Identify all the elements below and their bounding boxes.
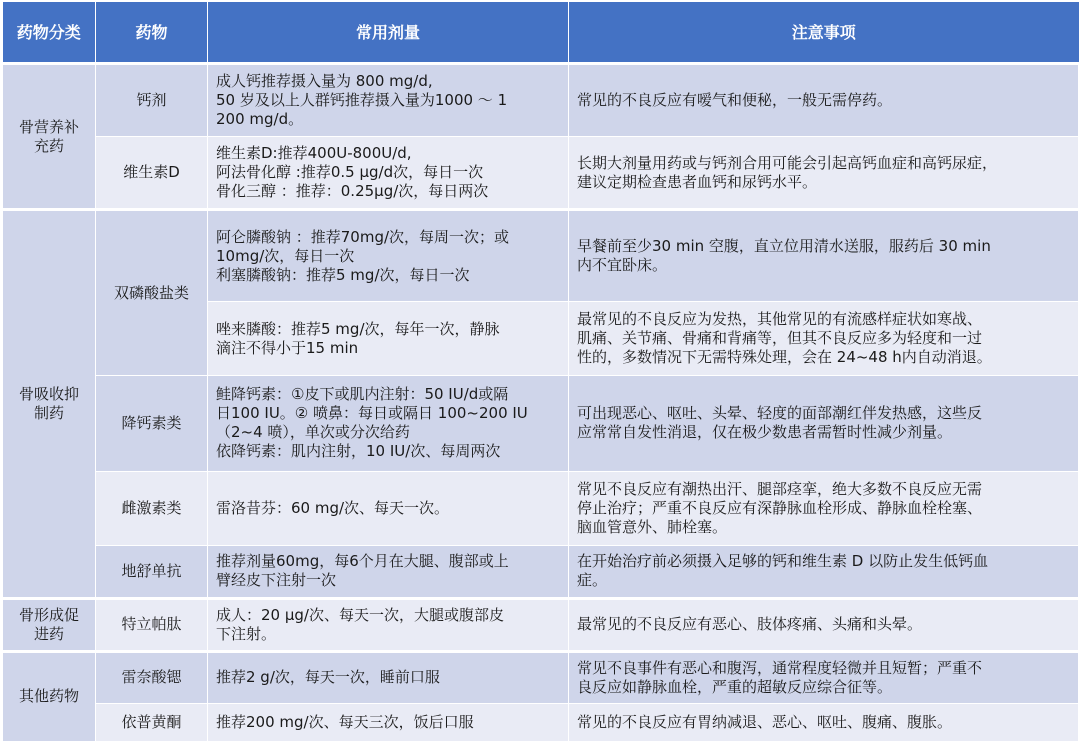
notes-cell: 早餐前至少30 min 空腹，直立位用清水送服，服药后 30 min 内不宜卧床。 [569, 210, 1079, 302]
dosage-cell: 推荐2 g/次，每天一次，睡前口服 [208, 651, 569, 703]
header-notes: 注意事项 [569, 2, 1079, 64]
table-row [3, 651, 1079, 703]
dosage-cell: 维生素D:推荐400U-800U/d, 阿法骨化醇 :推荐0.5 μg/d次，每日一次 骨化三醇 ：推荐：0.25μg/次，每日两次 [208, 137, 569, 210]
header-category: 药物分类 [3, 2, 96, 64]
dosage-cell: 成人：20 μg/次、每天一次，大腿或腹部皮 下注射。 [208, 598, 569, 651]
drug-cell: 维生素D [96, 137, 208, 210]
notes-cell: 在开始治疗前必须摄入足够的钙和维生素 D 以防止发生低钙血 症。 [569, 545, 1079, 598]
notes-cell: 最常见的不良反应有恶心、肢体疼痛、头痛和头晕。 [569, 598, 1079, 651]
dosage-cell: 阿仑膦酸钠 ：推荐70mg/次，每周一次；或 10mg/次，每日一次 利塞膦酸钠：推荐5 mg/次，每日一次 [208, 210, 569, 302]
table-row [3, 703, 1079, 741]
table-row [3, 376, 1079, 471]
drug-cell: 雌激素类 [96, 471, 208, 545]
dosage-cell: 唑来膦酸：推荐5 mg/次，每年一次，静脉 滴注不得小于15 min [208, 302, 569, 376]
drug-cell: 雷奈酸锶 [96, 651, 208, 703]
drug-cell: 依普黄酮 [96, 703, 208, 741]
table-row [3, 545, 1079, 598]
notes-cell: 最常见的不良反应为发热，其他常见的有流感样症状如寒战、 肌痛、关节痛、骨痛和背痛等，但其不良反应多为轻度和一过 性的，多数情况下无需特殊处理，会在 24~48 h内自动消退。 [569, 302, 1079, 376]
table-row [3, 137, 1079, 210]
category-cell: 骨吸收抑 制药 [3, 210, 96, 599]
table-row [3, 210, 1079, 302]
notes-cell: 常见的不良反应有嗳气和便秘，一般无需停药。 [569, 64, 1079, 137]
dosage-cell: 成人钙推荐摄入量为 800 mg/d, 50 岁及以上人群钙推荐摄入量为1000 ～ 1 200 mg/d。 [208, 64, 569, 137]
category-cell: 骨营养补 充药 [3, 64, 96, 210]
drug-table [2, 2, 1079, 742]
table-row [3, 64, 1079, 137]
dosage-cell: 推荐200 mg/次、每天三次，饭后口服 [208, 703, 569, 741]
drug-cell: 特立帕肽 [96, 598, 208, 651]
notes-cell: 可出现恶心、呕吐、头晕、轻度的面部潮红伴发热感，这些反 应常常自发性消退，仅在极少数患者需暂时性减少剂量。 [569, 376, 1079, 471]
drug-cell: 地舒单抗 [96, 545, 208, 598]
table-row [3, 471, 1079, 545]
notes-cell: 长期大剂量用药或与钙剂合用可能会引起高钙血症和高钙尿症， 建议定期检查患者血钙和尿钙水平。 [569, 137, 1079, 210]
table-row [3, 598, 1079, 651]
dosage-cell: 推荐剂量60mg，每6个月在大腿、腹部或上 臂经皮下注射一次 [208, 545, 569, 598]
drug-cell: 钙剂 [96, 64, 208, 137]
notes-cell: 常见不良事件有恶心和腹泻，通常程度轻微并且短暂；严重不 良反应如静脉血栓，严重的超敏反应综合征等。 [569, 651, 1079, 703]
header-drug: 药物 [96, 2, 208, 64]
drug-cell: 双磷酸盐类 [96, 210, 208, 376]
dosage-cell: 鲑降钙素：①皮下或肌内注射：50 IU/d或隔 日100 IU。② 喷鼻：每日或隔日 100~200 IU （2~4 喷），单次或分次给药 依降钙素：肌内注射，10 IU/次、每周两次 [208, 376, 569, 471]
category-cell: 骨形成促 进药 [3, 598, 96, 651]
header-dosage: 常用剂量 [208, 2, 569, 64]
notes-cell: 常见的不良反应有胃纳减退、恶心、呕吐、腹痛、腹胀。 [569, 703, 1079, 741]
notes-cell: 常见不良反应有潮热出汗、腿部痉挛，绝大多数不良反应无需 停止治疗；严重不良反应有深静脉血栓形成、静脉血栓栓塞、 脑血管意外、肺栓塞。 [569, 471, 1079, 545]
dosage-cell: 雷洛昔芬：60 mg/次、每天一次。 [208, 471, 569, 545]
drug-cell: 降钙素类 [96, 376, 208, 471]
header-row [3, 2, 1079, 64]
category-cell: 其他药物 [3, 651, 96, 741]
